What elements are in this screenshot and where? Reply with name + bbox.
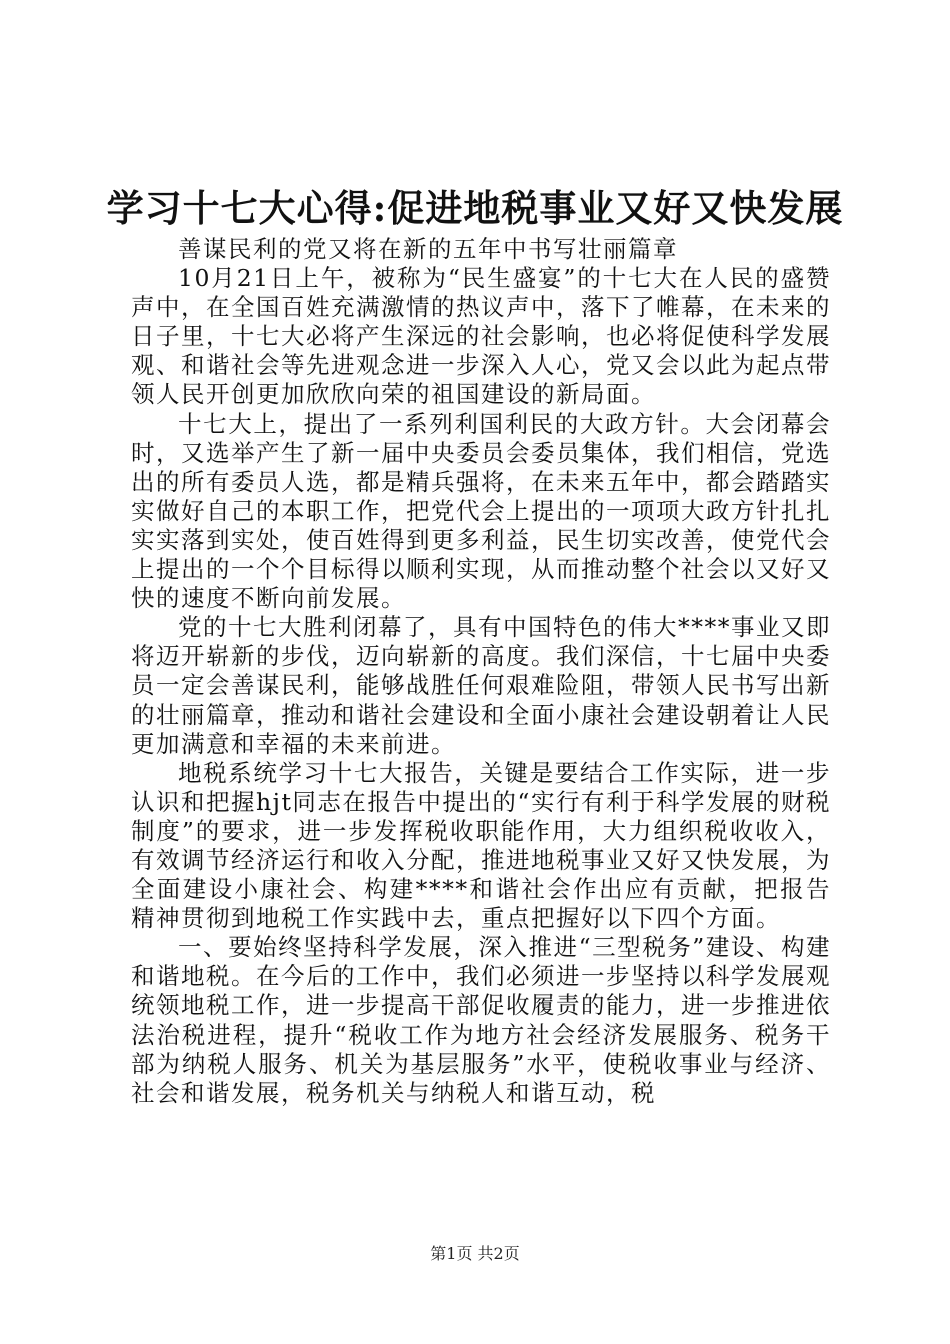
document-body <box>131 235 831 1108</box>
subtitle-paragraph: 善谋民利的党又将在新的五年中书写壮丽篇章 <box>178 235 678 263</box>
body-paragraph: 党的十七大胜利闭幕了，具有中国特色的伟大****事业又即将迈开崭新的步伐，迈向崭新的高度。我们深信，十七届中央委员一定会善谋民利，能够战胜任何艰难险阻，带领人民书写出新的壮丽篇章，推动和谐社会建设和全面小康社会建设朝着让人民更加满意和幸福的未来前进。 <box>131 613 831 758</box>
body-paragraph: 10月21日上午，被称为“民生盛宴”的十七大在人民的盛赞声中，在全国百姓充满激情的热议声中，落下了帷幕，在未来的日子里，十七大必将产生深远的社会影响，也必将促使科学发展观、和谐社会等先进观念进一步深入人心，党又会以此为起点带领人民开创更加欣欣向荣的祖国建设的新局面。 <box>131 264 831 409</box>
body-paragraph: 地税系统学习十七大报告，关键是要结合工作实际，进一步认识和把握hjt同志在报告中提出的“实行有利于科学发展的财税制度”的要求，进一步发挥税收职能作用，大力组织税收收入，有效调节经济运行和收入分配，推进地税事业又好又快发展，为全面建设小康社会、构建****和谐社会作出应有贡献，把报告精神贯彻到地税工作实践中去，重点把握好以下四个方面。 <box>131 758 831 933</box>
body-paragraph: 十七大上，提出了一系列利国利民的大政方针。大会闭幕会时，又选举产生了新一届中央委员会委员集体，我们相信，党选出的所有委员人选，都是精兵强将，在未来五年中，都会踏踏实实做好自己的本职工作，把党代会上提出的一项项大政方针扎扎实实落到实处，使百姓得到更多利益，民生切实改善，使党代会上提出的一个个目标得以顺利实现，从而推动整个社会以又好又快的速度不断向前发展。 <box>131 409 831 613</box>
page-number-footer: 第1页 共2页 <box>430 1244 520 1263</box>
document-title: 学习十七大心得:促进地税事业又好又快发展 <box>106 186 844 230</box>
body-paragraph: 一、要始终坚持科学发展，深入推进“三型税务”建设、构建和谐地税。在今后的工作中，我们必须进一步坚持以科学发展观统领地税工作，进一步提高干部促收履责的能力，进一步推进依法治税进程，提升“税收工作为地方社会经济发展服务、税务干部为纳税人服务、机关为基层服务”水平，使税收事业与经济、社会和谐发展，税务机关与纳税人和谐互动，税 <box>131 933 831 1107</box>
